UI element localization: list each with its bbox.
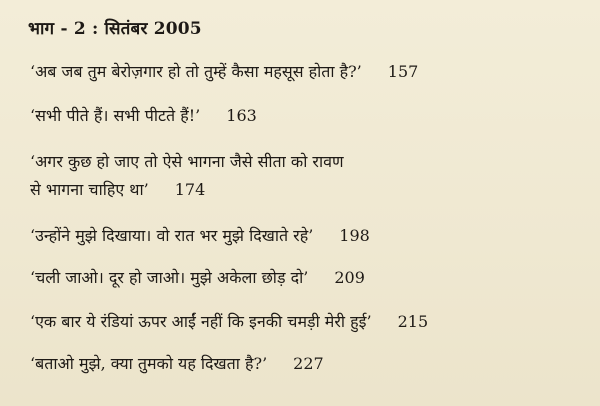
section-heading: भाग - 2 : सितंबर 2005 xyxy=(28,19,202,39)
entry-title: ‘सभी पीते हैं। सभी पीटते हैं!’ xyxy=(30,106,201,125)
entry-title: ‘एक बार ये रंडियां ऊपर आईं नहीं कि इनकी चमड़ी मेरी हुई’ xyxy=(30,312,372,331)
entry-page-number: 198 xyxy=(339,226,370,245)
entry-page-number: 215 xyxy=(397,312,429,331)
toc-entry xyxy=(30,350,580,378)
entry-page-number: 209 xyxy=(334,268,365,287)
toc-entry xyxy=(30,308,580,336)
toc-entry xyxy=(30,58,580,86)
entry-title-line2: से भागना चाहिए था’ xyxy=(30,180,149,199)
toc-entry xyxy=(30,148,580,204)
toc-entry xyxy=(30,102,580,130)
entry-title: ‘उन्होंने मुझे दिखाया। वो रात भर मुझे दिखाते रहे’ xyxy=(30,226,314,245)
entry-page-number: 227 xyxy=(293,354,324,373)
toc-entry xyxy=(30,264,580,292)
entry-title: ‘चली जाओ। दूर हो जाओ। मुझे अकेला छोड़ दो’ xyxy=(30,268,309,287)
entry-page-number: 174 xyxy=(174,180,206,199)
entry-page-number: 163 xyxy=(226,106,257,125)
toc-entry xyxy=(30,222,580,250)
entry-title-line1: ‘अगर कुछ हो जाए तो ऐसे भागना जैसे सीता को रावण xyxy=(30,152,344,171)
entry-title: ‘अब जब तुम बेरोज़गार हो तो तुम्हें कैसा महसूस होता है?’ xyxy=(30,62,362,81)
entry-title: ‘बताओ मुझे, क्या तुमको यह दिखता है?’ xyxy=(30,354,268,373)
entry-page-number: 157 xyxy=(387,62,419,81)
